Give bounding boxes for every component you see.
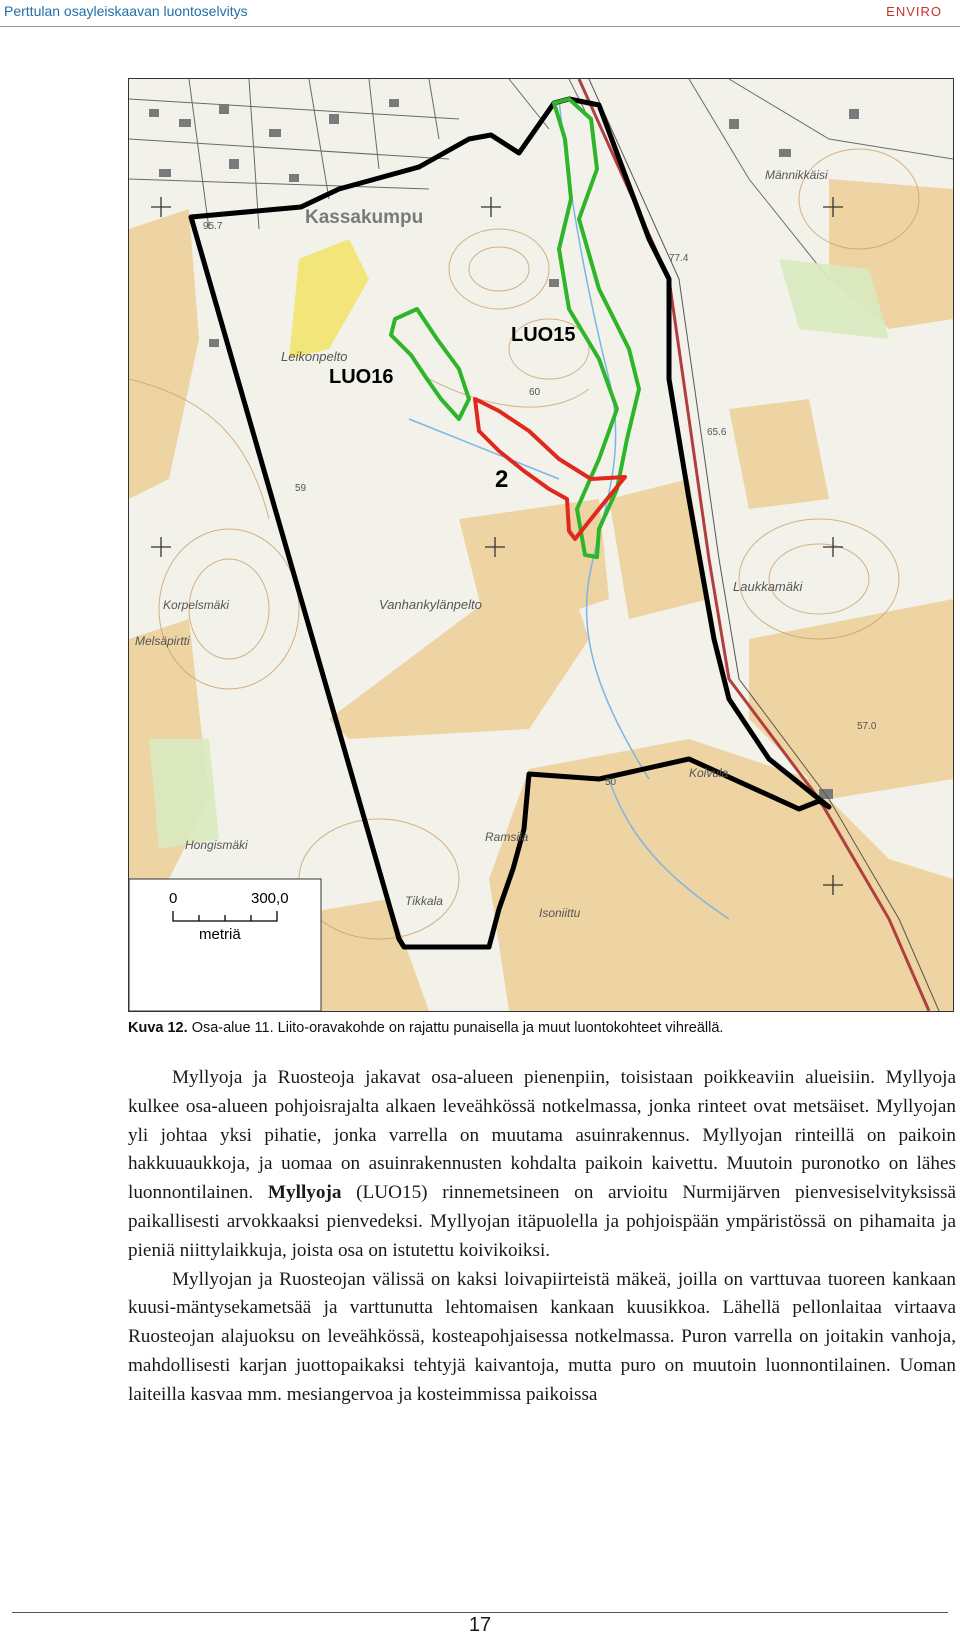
scale-unit: metriä [199,926,241,943]
paragraph-1-text: Myllyoja ja Ruosteoja jakavat osa-alueen pienenpiin, toisistaan poikkeaviin alueisiin. Myllyoja kulkee osa-alueen pohjoisrajalta alkaen leveähkössä notkelmassa, jonka rinteet ovat metsäiset. Myllyojan yli johtaa yksi pihatie, jonka varrella on muutama asuinrakennus. Myllyojan rinteillä on paikoin hakkuuaukkoja, ja uomaa on asuinrakennusten kohdalta paikoin kaivettu. Muutoin puronotko on lähes luonnontilainen. [128,1067,956,1204]
label-mannikkaisi: Männikkäisi [765,168,828,182]
body-text [128,1064,956,1410]
enviro-logo: ENVIRO [886,4,942,19]
label-tikkala: Tikkala [405,894,443,908]
elevation-label: 59 [295,483,307,494]
elevation-label: 57.0 [857,721,877,732]
figure-caption [128,1020,948,1036]
page-number: 17 [468,1614,492,1636]
label-isoniittu: Isoniittu [539,906,581,920]
map-figure [128,78,954,1012]
label-vanhankylanpelto: Vanhankylänpelto [379,597,482,612]
caption-label: Kuva 12. [128,1020,188,1036]
report-title: Perttulan osayleiskaavan luontoselvitys [4,3,248,19]
label-luo15: LUO15 [511,324,576,346]
label-site-2: 2 [495,466,509,493]
footer-rule [12,1612,948,1613]
caption-text: Osa-alue 11. Liito-oravakohde on rajattu punaisella ja muut luontokohteet vihreällä. [191,1020,724,1036]
label-koivula: Koivula [689,766,729,780]
paragraph-1 [128,1064,956,1266]
elevation-label: 77.4 [669,253,689,264]
label-luo16: LUO16 [329,366,394,388]
label-laukkamaki: Laukkamäki [733,579,803,594]
elevation-label: 60 [529,387,541,398]
scale-value: 300,0 [251,890,289,907]
elevation-label: 65.6 [707,427,727,438]
label-melsapirtti: Melsäpirtti [135,634,190,648]
paragraph-1-text-cont: (LUO15) rinnemetsineen on arvioitu Nurmijärven pienvesiselvityksissä paikallisesti arvokkaaksi pienvedeksi. Myllyojan itäpuolella ja pohjoispään ympäristössä on pihamaita ja pieniä niittylaikkuja, joista osa on istutettu koivikoiksi. [128,1182,957,1261]
label-leikonpelto: Leikonpelto [281,349,348,364]
scale-zero: 0 [169,890,178,907]
paragraph-2: Myllyojan ja Ruosteojan välissä on kaksi loivapiirteistä mäkeä, joilla on varttuvaa tuoreen kankaan kuusi-mäntysekametsää ja varttunutta lehtomaisen kankaan kuusikkoa. Lähellä pellonlaitaa virtaava Ruosteojan alajuoksu on leveähkössä, kosteapohjaisessa notkelmassa. Puron varrella on joitakin vanhoja, mahdollisesti karjan juottopaikaksi tehtyjä kaivantoja, mutta puro on muutoin luonnontilainen. Uoman laiteilla kasvaa mm. mesiangervoa ja kosteimmissa paikoissa [128,1268,956,1405]
topographic-map [129,79,953,1011]
elevation-label: 50 [605,777,617,788]
scale-box [129,879,321,1011]
paragraph-1-bold: Myllyoja [267,1182,342,1204]
label-ramsila: Ramsila [485,830,529,844]
label-hongismaki: Hongismäki [185,838,248,852]
scale-bar [129,879,321,1011]
page-header [0,0,960,27]
label-kassakumpu: Kassakumpu [305,207,424,228]
label-korpelsmaki: Korpelsmäki [163,598,230,612]
elevation-label: 95.7 [203,221,223,232]
